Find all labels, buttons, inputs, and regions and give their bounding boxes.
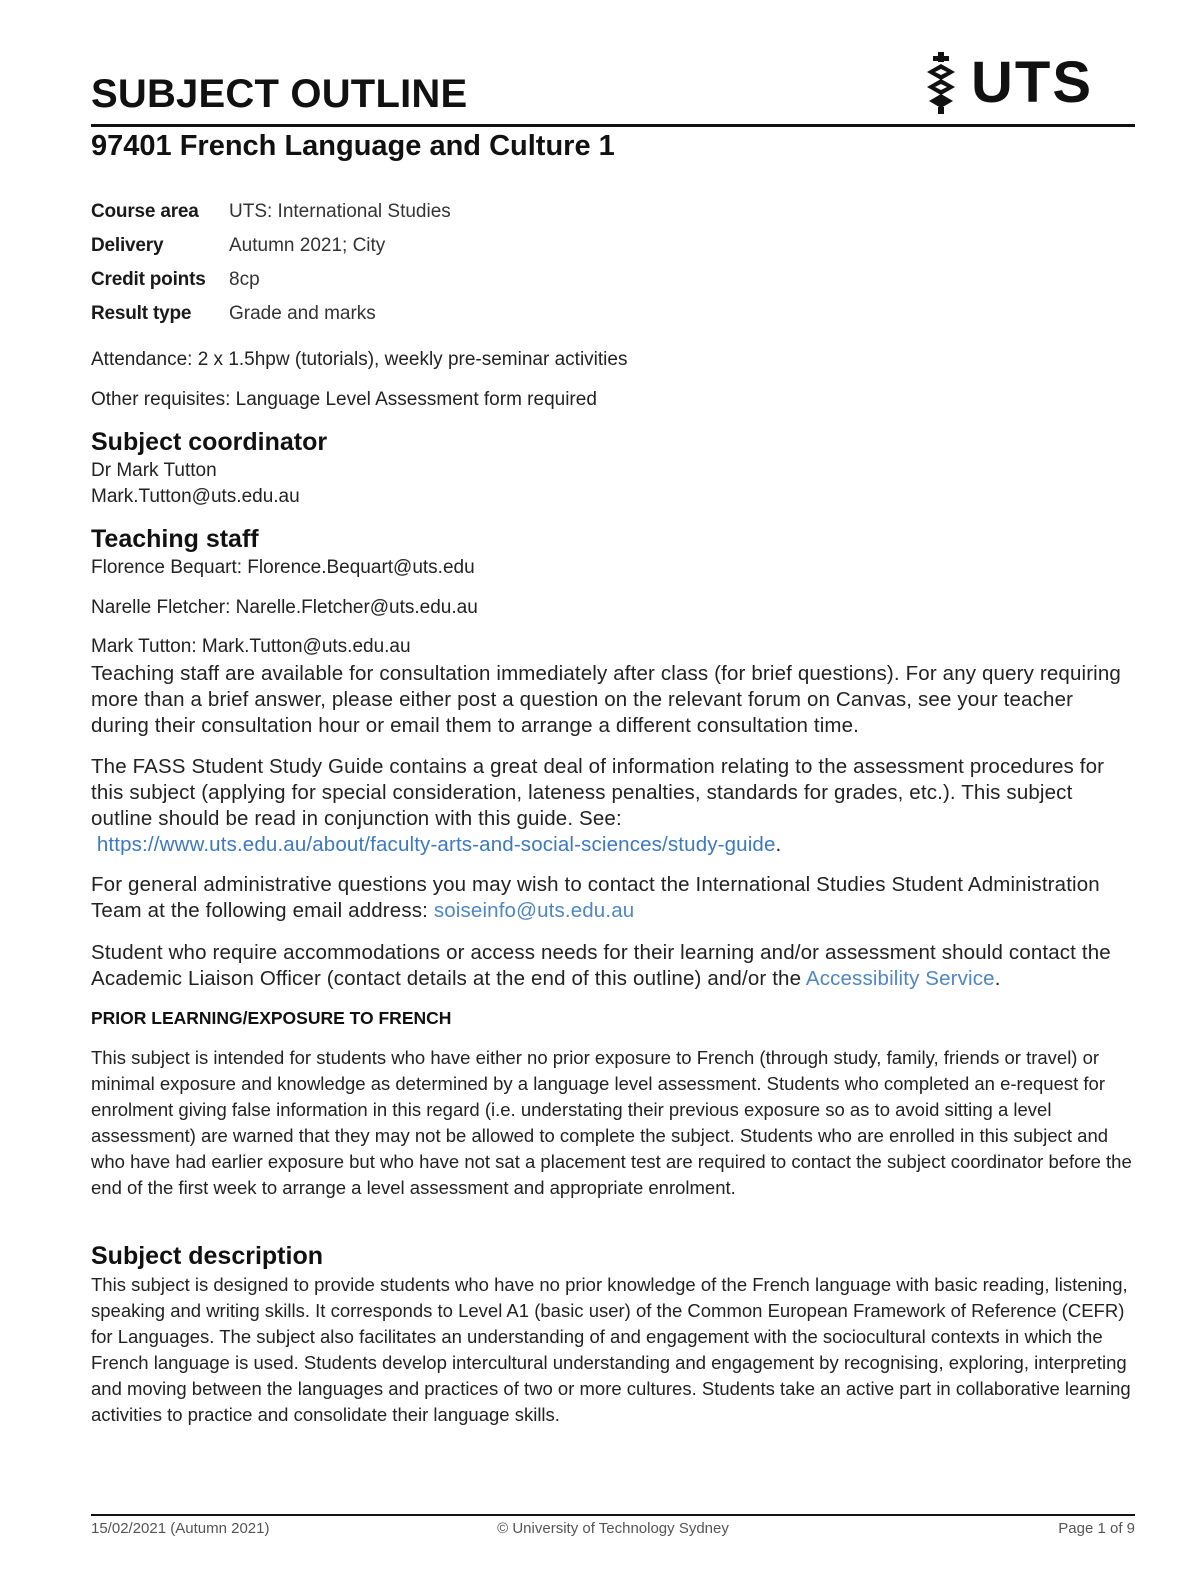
meta-row [91, 195, 451, 229]
meta-label: Course area [91, 201, 199, 222]
accessibility-text: Student who require accommodations or access needs for their learning and/or assessment should contact the Academic Liaison Officer (contact details at the end of this outline) and/or the [91, 941, 1111, 990]
meta-value: 8cp [229, 269, 260, 290]
staff-entry: Narelle Fletcher: Narelle.Fletcher@uts.edu.au [91, 597, 478, 618]
staff-entry: Mark Tutton: Mark.Tutton@uts.edu.au [91, 636, 411, 657]
meta-label: Credit points [91, 269, 206, 290]
coordinator-email: Mark.Tutton@uts.edu.au [91, 486, 300, 507]
footer-date: 15/02/2021 (Autumn 2021) [91, 1520, 270, 1537]
footer-divider [91, 1514, 1135, 1516]
meta-label: Delivery [91, 235, 164, 256]
subject-description-paragraph: This subject is designed to provide students who have no prior knowledge of the French language with basic reading, listening, speaking and writing skills. It corresponds to Level A1 (basic user) of the Common European Framework of Reference (CEFR) for Languages. The subject also facilitates an understanding of and engagement with the sociocultural contexts in which the French language is used. Students develop intercultural understanding and engagement by recognising, exploring, interpreting and moving between the languages and practices of two or more cultures. Students take an active part in collaborative learning activities to practice and consolidate their language skills. [91, 1274, 1131, 1425]
attendance-text: Attendance: 2 x 1.5hpw (tutorials), weekly pre-seminar activities [91, 349, 628, 370]
meta-value: Autumn 2021; City [229, 235, 386, 256]
uts-logo [921, 52, 1093, 114]
document-title: SUBJECT OUTLINE [91, 72, 468, 116]
meta-label: Result type [91, 303, 192, 324]
accessibility-service-link[interactable]: Accessibility Service [805, 967, 995, 990]
study-guide-tail: . [775, 833, 782, 856]
footer-copyright: © University of Technology Sydney [497, 1520, 729, 1537]
accessibility-tail: . [994, 967, 1001, 990]
other-requisites-text: Other requisites: Language Level Assessment form required [91, 389, 597, 410]
subject-meta-table [91, 195, 451, 331]
footer-page-number: Page 1 of 9 [1058, 1520, 1135, 1537]
admin-contact-paragraph [91, 872, 1135, 924]
coordinator-name: Dr Mark Tutton [91, 460, 217, 481]
prior-learning-heading: PRIOR LEARNING/EXPOSURE TO FRENCH [91, 1008, 452, 1028]
consultation-paragraph: Teaching staff are available for consultation immediately after class (for brief questions). For any query requiring more than a brief answer, please either post a question on the relevant forum on Canvas, see your teacher during their consultation hour or email them to arrange a different consultation time. [91, 662, 1121, 737]
header-divider [91, 124, 1135, 127]
study-guide-link[interactable]: https://www.uts.edu.au/about/faculty-arts-and-social-sciences/study-guide [96, 833, 776, 856]
meta-value: Grade and marks [229, 303, 376, 324]
study-guide-text: The FASS Student Study Guide contains a great deal of information relating to the assessment procedures for this subject (applying for special consideration, lateness penalties, standards for grades, etc.). This subject outline should be read in conjunction with this guide. See: [91, 755, 1105, 830]
meta-value: UTS: International Studies [229, 201, 451, 222]
subject-description-heading: Subject description [91, 1242, 323, 1270]
uts-wordmark: UTS [971, 50, 1093, 115]
coordinator-heading: Subject coordinator [91, 428, 328, 456]
document-header [91, 50, 1135, 128]
page-footer [91, 1520, 1135, 1540]
meta-row [91, 229, 451, 263]
document-page [91, 0, 1135, 1590]
staff-entry: Florence Bequart: Florence.Bequart@uts.edu [91, 557, 475, 578]
subject-title: 97401 French Language and Culture 1 [91, 130, 615, 162]
study-guide-paragraph [91, 754, 1135, 858]
teaching-staff-heading: Teaching staff [91, 525, 259, 553]
admin-contact-text: For general administrative questions you may wish to contact the International Studies Student Administration Team at the following email address: [91, 873, 1100, 922]
prior-learning-paragraph: This subject is intended for students who have either no prior exposure to French (through study, family, friends or travel) or minimal exposure and knowledge as determined by a language level assessment. Students who completed an e-request for enrolment giving false information in this regard (i.e. understating their previous exposure so as to avoid sitting a level assessment) are warned that they may not be allowed to complete the subject. Students who are enrolled in this subject and who have had earlier exposure but who have not sat a placement test are required to contact the subject coordinator before the end of the first week to arrange a level assessment and appropriate enrolment. [91, 1047, 1132, 1198]
meta-row [91, 263, 451, 297]
uts-crest-icon [921, 52, 961, 114]
meta-row [91, 297, 451, 331]
accessibility-paragraph [91, 940, 1135, 992]
admin-email-link[interactable]: soiseinfo@uts.edu.au [433, 899, 635, 922]
